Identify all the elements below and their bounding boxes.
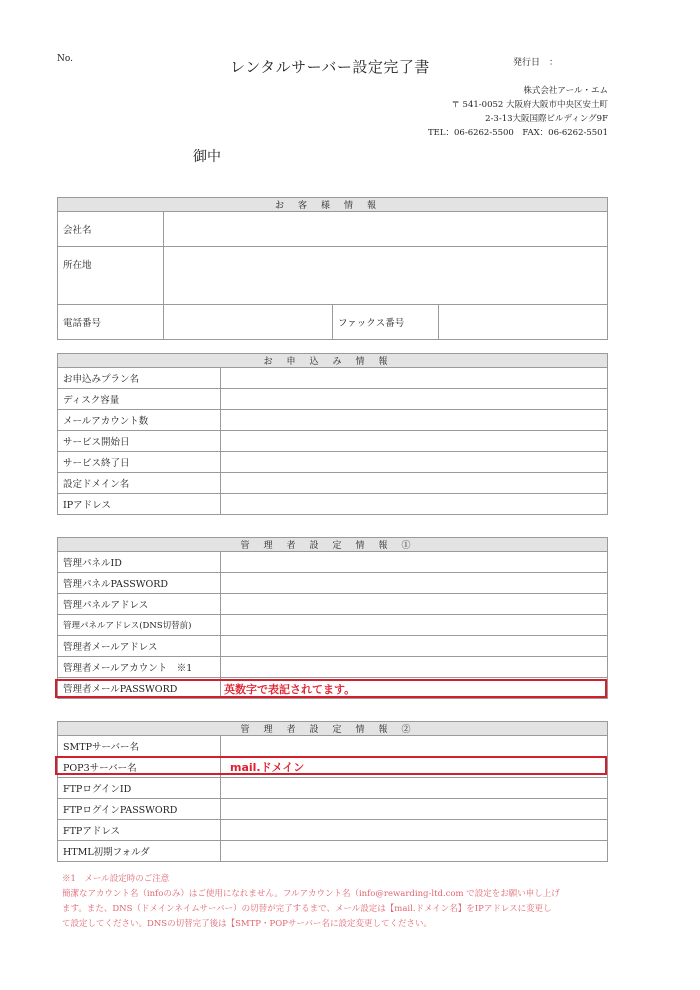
- company-address-line2: 2-3-13大阪国際ビルディング9F: [485, 114, 608, 124]
- ftp-address-field[interactable]: [221, 820, 608, 841]
- admin-settings-1-table: [57, 537, 608, 699]
- ftp-login-id-field[interactable]: [221, 778, 608, 799]
- admin-mail-address-field[interactable]: [221, 636, 608, 657]
- panel-address-label: 管理パネルアドレス: [58, 594, 221, 615]
- smtp-server-field[interactable]: [221, 736, 608, 757]
- company-name-field[interactable]: [164, 212, 608, 247]
- panel-password-label: 管理パネルPASSWORD: [58, 573, 221, 594]
- company-name-label: 会社名: [58, 212, 164, 247]
- ftp-address-label: FTPアドレス: [58, 820, 221, 841]
- panel-id-field[interactable]: [221, 552, 608, 573]
- service-start-field[interactable]: [221, 431, 608, 452]
- document-number-label: No.: [57, 54, 73, 64]
- application-section-title: お申込み情報: [58, 354, 608, 368]
- service-start-label: サービス開始日: [58, 431, 221, 452]
- ftp-login-id-label: FTPログインID: [58, 778, 221, 799]
- application-info-table: [57, 353, 608, 515]
- fax-field[interactable]: [439, 305, 608, 340]
- pop3-server-note: mail.ドメイン: [230, 761, 305, 774]
- domain-name-field[interactable]: [221, 473, 608, 494]
- panel-address-field[interactable]: [221, 594, 608, 615]
- notes-line-1: 簡潔なアカウント名（infoのみ）はご使用になれません。フルアカウント名（info@rewarding-ltd.com で設定をお願い申し上げ: [62, 889, 560, 899]
- admin-section-1-title: 管理者設定情報①: [58, 538, 608, 552]
- service-end-label: サービス終了日: [58, 452, 221, 473]
- ftp-login-password-label: FTPログインPASSWORD: [58, 799, 221, 820]
- fax-label: ファックス番号: [333, 305, 439, 340]
- panel-address-pre-dns-label: 管理パネルアドレス(DNS切替前): [58, 615, 221, 636]
- service-end-field[interactable]: [221, 452, 608, 473]
- phone-field[interactable]: [164, 305, 333, 340]
- plan-name-field[interactable]: [221, 368, 608, 389]
- admin-section-2-title: 管理者設定情報②: [58, 722, 608, 736]
- html-folder-field[interactable]: [221, 841, 608, 862]
- html-folder-label: HTML初期フォルダ: [58, 841, 221, 862]
- pop3-server-highlight: [55, 756, 607, 775]
- mail-account-count-field[interactable]: [221, 410, 608, 431]
- ip-address-label: IPアドレス: [58, 494, 221, 515]
- address-label: 所在地: [58, 247, 164, 305]
- admin-mail-password-label: 管理者メールPASSWORD: [58, 678, 221, 699]
- company-address-line1: 〒 541-0052 大阪府大阪市中央区安土町: [451, 100, 608, 110]
- pop3-server-label: POP3サーバー名: [58, 757, 221, 778]
- ip-address-field[interactable]: [221, 494, 608, 515]
- disk-capacity-label: ディスク容量: [58, 389, 221, 410]
- phone-label: 電話番号: [58, 305, 164, 340]
- recipient-suffix: 御中: [193, 149, 221, 165]
- panel-address-pre-dns-field[interactable]: [221, 615, 608, 636]
- notes-line-2: ます。また、DNS（ドメインネイムサーバー）の切替が完了するまで、メール設定は【mail.ドメイン名】をIPアドレスに変更し: [62, 904, 552, 914]
- address-field[interactable]: [164, 247, 608, 305]
- smtp-server-label: SMTPサーバー名: [58, 736, 221, 757]
- customer-section-title: お客様情報: [58, 198, 608, 212]
- admin-mail-account-field[interactable]: [221, 657, 608, 678]
- ftp-login-password-field[interactable]: [221, 799, 608, 820]
- admin-mail-account-label: 管理者メールアカウント ※1: [58, 657, 221, 678]
- panel-password-field[interactable]: [221, 573, 608, 594]
- mail-account-count-label: メールアカウント数: [58, 410, 221, 431]
- plan-name-label: お申込みプラン名: [58, 368, 221, 389]
- domain-name-label: 設定ドメイン名: [58, 473, 221, 494]
- company-contact: TEL：06-6262-5500 FAX：06-6262-5501: [427, 128, 608, 138]
- mail-setup-notes: [62, 872, 622, 932]
- company-name: 株式会社アール・エム: [523, 86, 608, 96]
- admin-mail-password-note: 英数字で表記されてます。: [224, 683, 356, 696]
- admin-mail-address-label: 管理者メールアドレス: [58, 636, 221, 657]
- issue-date-label: 発行日 ：: [513, 58, 559, 68]
- notes-heading: ※1 メール設定時のご注意: [62, 874, 170, 884]
- disk-capacity-field[interactable]: [221, 389, 608, 410]
- notes-line-3: て設定してください。DNSの切替完了後は【SMTP・POPサーバー名に設定変更してください。: [62, 919, 432, 929]
- admin-settings-2-table: [57, 721, 608, 862]
- panel-id-label: 管理パネルID: [58, 552, 221, 573]
- customer-info-table: [57, 197, 608, 340]
- page-title: レンタルサーバー設定完了書: [230, 58, 430, 76]
